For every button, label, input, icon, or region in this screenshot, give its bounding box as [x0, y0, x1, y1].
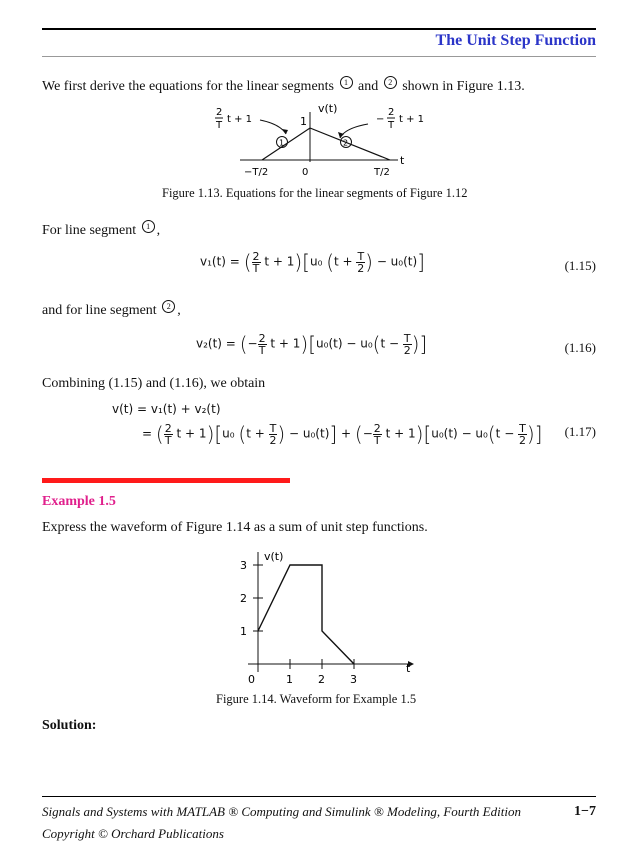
figure-1-13: [200, 98, 440, 182]
eq116-t-plus-1: t + 1: [270, 336, 301, 351]
fig113-tick-neg: −T/2: [244, 167, 269, 178]
eq116-lhs: v₂(t) =: [196, 336, 236, 351]
eq117-t-plus-1-a: t + 1: [176, 426, 207, 441]
eq117-minus-u0: − u₀: [461, 426, 488, 441]
fig114-ylabel: v(t): [264, 550, 284, 563]
footer-rule: [42, 796, 596, 797]
line2-label: and for line segment: [42, 303, 157, 318]
footer-copyright: Copyright © Orchard Publications: [42, 826, 224, 841]
segment-one-marker: 1: [340, 76, 353, 89]
figure-1-13-caption: Figure 1.13. Equations for the linear segments of Figure 1.12: [162, 186, 468, 200]
fig113-left-num: 2: [216, 107, 223, 118]
eq115-minus-u0t: − u₀(t): [376, 254, 418, 269]
eq116-minus-u0: − u₀: [346, 336, 373, 351]
intro-before: We first derive the equations for the linear segments: [42, 79, 334, 94]
line1-comma: ,: [156, 223, 161, 238]
eq117-u0t: u₀(t): [431, 426, 458, 441]
page-header-title: The Unit Step Function: [435, 32, 596, 49]
eq117-frac-2: $\frac{T}{2}$: [269, 421, 277, 447]
fig114-xtick-label: 2: [318, 673, 325, 686]
page-number: 1−7: [574, 804, 596, 819]
eq115-frac-2: $\frac{T}{2}$: [357, 249, 365, 275]
eq116-minus: −: [247, 336, 258, 351]
fig113-seg1: 1: [279, 138, 285, 148]
equation-number-1-17: (1.17): [564, 424, 596, 439]
fig113-right-den: T: [388, 120, 395, 131]
equation-1-17-line1: v(t) = v₁(t) + v₂(t): [112, 402, 221, 416]
eq115-frac-1: $\frac{2}{T}$: [252, 249, 260, 275]
eq117-minus: −: [362, 426, 373, 441]
fig113-seg2: 2: [343, 138, 349, 148]
fig114-xtick-label: 3: [350, 673, 357, 686]
fig113-peak: 1: [300, 115, 307, 128]
equation-1-16: v₂(t) = (− $\frac{2}{T}$ t + 1)[u₀(t) − u₀(t − $\frac{T}{2}$ )]: [196, 331, 428, 357]
figure-1-14: [228, 546, 428, 690]
line2-comma: ,: [177, 303, 181, 318]
eq117-minus-u0t: − u₀(t): [289, 426, 330, 441]
fig113-right-num: 2: [388, 107, 395, 118]
fig114-ytick-label: 2: [240, 592, 247, 605]
footer-book-title: Signals and Systems with MATLAB ® Computing and Simulink ® Modeling, Fourth Edition: [42, 804, 521, 819]
eq117-frac-1: $\frac{2}{T}$: [164, 421, 172, 447]
intro-and: and: [358, 79, 379, 94]
fig114-xtick-label: 1: [286, 673, 293, 686]
fig114-waveform: [258, 565, 354, 664]
fig114-ytick-label: 1: [240, 625, 247, 638]
eq117-frac-4: $\frac{T}{2}$: [518, 421, 526, 447]
line-segment-one-text: [42, 220, 160, 239]
eq117-eq: =: [142, 426, 153, 441]
combining-text: Combining (1.15) and (1.16), we obtain: [42, 376, 266, 391]
intro-after: shown in Figure 1.13.: [402, 79, 525, 94]
fig113-left-den: T: [216, 120, 223, 131]
fig113-left-eq: t + 1: [227, 114, 253, 125]
eq117-plus: +: [341, 426, 352, 441]
fig114-ytick-label: 3: [240, 559, 247, 572]
fig113-xlabel: t: [400, 154, 405, 167]
equation-1-15: v₁(t) = ( $\frac{2}{T}$ t + 1)[u₀ (t + $\frac{T}{2}$ ) − u₀(t)]: [200, 249, 425, 275]
top-rule: [42, 28, 596, 30]
eq116-u0t: u₀(t): [316, 336, 343, 351]
eq115-lhs: v₁(t) =: [200, 254, 240, 269]
fig114-xtick-label: 0: [248, 673, 255, 686]
fig114-xlabel: t: [406, 662, 411, 675]
eq116-frac-2: $\frac{T}{2}$: [403, 331, 411, 357]
line-segment-two-text: [42, 300, 181, 319]
eq117-t-minus: t −: [495, 426, 515, 441]
eq117-t-plus-1-b: t + 1: [385, 426, 416, 441]
eq115-u0: u₀: [309, 254, 323, 269]
eq117-u0-a: u₀: [222, 426, 235, 441]
intro-paragraph: [42, 76, 525, 95]
eq115-t-plus: t +: [334, 254, 353, 269]
line1-label: For line segment: [42, 223, 137, 238]
header-underline: [42, 56, 596, 57]
equation-number-1-16: (1.16): [564, 340, 596, 355]
fig113-right-minus: −: [376, 114, 385, 125]
fig113-ylabel: v(t): [318, 102, 338, 115]
eq117-frac-3: $\frac{2}{T}$: [373, 421, 381, 447]
example-text: Express the waveform of Figure 1.14 as a sum of unit step functions.: [42, 520, 428, 535]
eq116-t-minus: t −: [380, 336, 400, 351]
figure-1-14-caption: Figure 1.14. Waveform for Example 1.5: [216, 692, 417, 706]
eq117-t-plus: t +: [246, 426, 265, 441]
line1-marker: 1: [142, 220, 155, 233]
fig113-tick-pos: T/2: [374, 167, 390, 178]
example-accent-bar: [42, 478, 290, 483]
solution-label: Solution:: [42, 718, 97, 733]
fig113-right-eq: t + 1: [399, 114, 425, 125]
eq116-frac-1: $\frac{2}{T}$: [258, 331, 266, 357]
example-title: Example 1.5: [42, 494, 116, 509]
equation-1-17-line2: = ( $\frac{2}{T}$ t + 1)[u₀ (t + $\frac{T}{2}$ ) − u₀(t)] + (− $\frac{2}{T}$ t + 1)[u₀(t) − u₀(t − $\frac{T}{2}$ )]: [142, 421, 543, 447]
line2-marker: 2: [162, 300, 175, 313]
fig113-tick-zero: 0: [302, 167, 309, 178]
segment-two-marker: 2: [384, 76, 397, 89]
eq115-t-plus-1: t + 1: [264, 254, 295, 269]
equation-number-1-15: (1.15): [564, 258, 596, 273]
